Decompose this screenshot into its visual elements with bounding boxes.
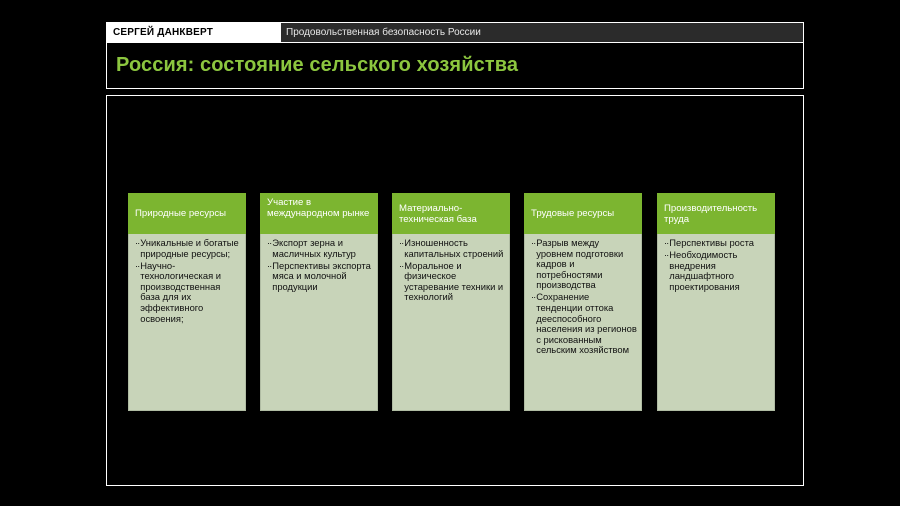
list-item: ·· Моральное и физическое устаревание техники и технологий — [399, 259, 504, 303]
page-title: Россия: состояние сельского хозяйства — [116, 54, 519, 76]
author-label: СЕРГЕЙ ДАНКВЕРТ — [107, 23, 281, 42]
card-body — [524, 234, 642, 411]
list-item: ·· Перспективы экспорта мяса и молочной продукции — [267, 259, 371, 292]
card-material-base — [392, 193, 510, 411]
list-item: ·· Необходимость внедрения ландшафтного проектирования — [664, 249, 740, 292]
list-item: ·· Научно-технологическая и производственная база для их эффективного освоения; — [135, 259, 221, 324]
list-item: ·· Сохранение тенденции оттока дееспособного населения из регионов с рискованным сельским хозяйством — [531, 291, 637, 356]
card-title: Трудовые ресурсы — [524, 193, 642, 234]
list-item: ·· Разрыв между уровнем подготовки кадров и потребностями производства — [531, 237, 624, 291]
card-title: Участие в международном рынке — [260, 193, 378, 234]
header-bar — [107, 23, 803, 43]
slide-header — [106, 22, 804, 89]
card-labor-productivity — [657, 193, 775, 411]
card-labor-resources — [524, 193, 642, 411]
list-item: ·· Изношенность капитальных строений — [399, 237, 504, 259]
list-item: ·· Перспективы роста — [664, 237, 754, 248]
card-international-market — [260, 193, 378, 411]
card-natural-resources — [128, 193, 246, 411]
list-item: ·· Экспорт зерна и масличных культур — [267, 237, 356, 259]
card-body — [392, 234, 510, 411]
card-body — [657, 234, 775, 411]
card-title: Природные ресурсы — [128, 193, 246, 234]
card-title: Производительность труда — [657, 193, 775, 234]
subject-label: Продовольственная безопасность России — [281, 23, 803, 42]
card-body — [128, 234, 246, 411]
card-title: Материально-техническая база — [392, 193, 510, 234]
list-item: ·· Уникальные и богатые природные ресурсы; — [135, 237, 239, 259]
card-body — [260, 234, 378, 411]
